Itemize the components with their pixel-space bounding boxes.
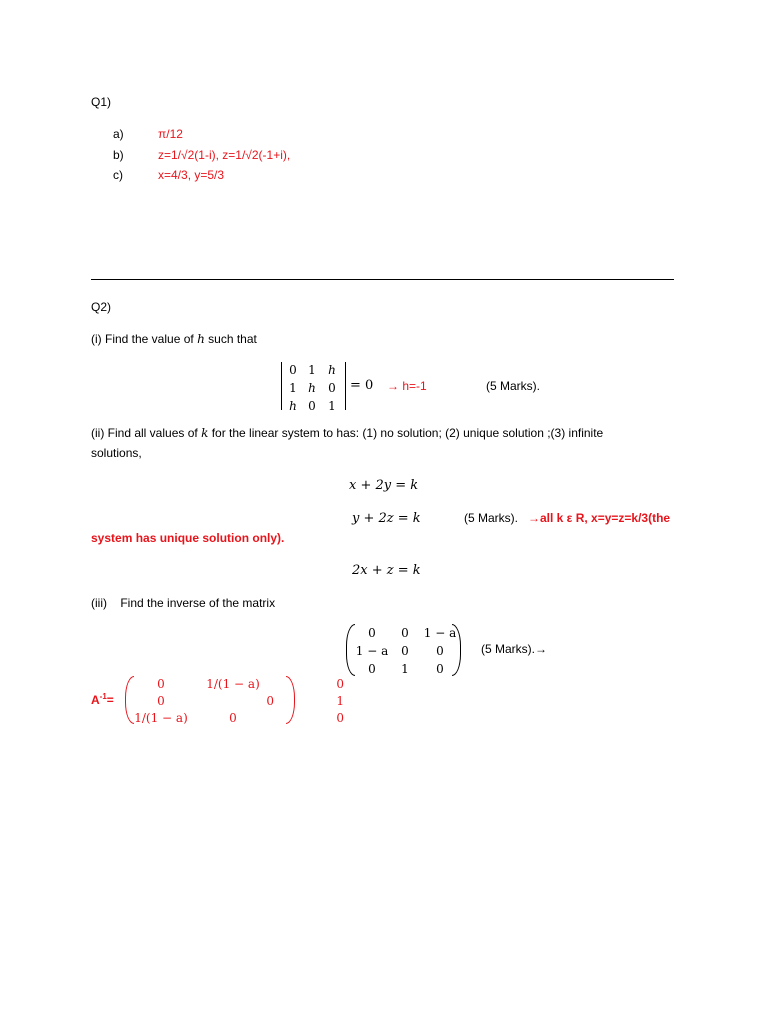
determinant-equals: = 0 — [350, 378, 374, 393]
matrix-cell: 0 — [368, 662, 376, 676]
determinant-left-bar — [281, 362, 282, 410]
matrix-cell: 1 − a — [355, 644, 389, 658]
part-ii-answer-line1: →all k ε R, x=y=z=k/3(the — [528, 511, 671, 525]
matrix-cell: 0 — [436, 662, 444, 676]
det-cell: 0 — [328, 381, 336, 395]
q1-item-b-answer: z=1/√2(1-i), z=1/√2(-1+i), — [158, 148, 291, 162]
det-cell: 1 — [308, 363, 316, 377]
q1-item-c-letter: c) — [113, 168, 123, 182]
matrix-cell: 1 − a — [423, 626, 457, 640]
part-i-prompt: (i) Find the value of h such that — [91, 332, 257, 346]
part-ii-marks: (5 Marks). — [464, 511, 518, 525]
inverse-cell: 0 — [266, 694, 274, 708]
inverse-cell: 1/(1 − a) — [206, 677, 260, 691]
determinant-matrix — [285, 361, 341, 415]
det-cell: h — [328, 363, 336, 377]
inverse-cell: 0 — [336, 677, 344, 691]
det-cell: 1 — [328, 399, 336, 413]
part-i-answer: → h=-1 — [387, 379, 427, 393]
det-cell: h — [308, 381, 316, 395]
inverse-cell: 0 — [229, 711, 237, 725]
equation-1: x + 2y = k — [349, 478, 419, 493]
matrix-cell: 0 — [401, 626, 409, 640]
det-cell: h — [289, 399, 297, 413]
inverse-cell: 0 — [336, 711, 344, 725]
q1-label: Q1) — [91, 95, 112, 109]
q1-item-a-letter: a) — [113, 127, 124, 141]
part-ii-prompt: (ii) Find all values of k for the linear system to has: (1) no solution; (2) unique solution ;(3) infinite — [91, 426, 604, 440]
part-iii-marks: (5 Marks).→ — [481, 642, 547, 656]
matrix-cell: 0 — [368, 626, 376, 640]
q1-item-b-letter: b) — [113, 148, 124, 162]
part-ii-prompt-line2: solutions, — [91, 446, 142, 460]
part-ii-answer-line2: system has unique solution only). — [91, 531, 285, 545]
inverse-matrix — [130, 676, 344, 727]
q1-item-a-answer: π/12 — [158, 127, 183, 141]
q2-label: Q2) — [91, 300, 112, 314]
equation-2: y + 2z = k — [352, 511, 421, 526]
part-iii-prompt: (iii) Find the inverse of the matrix — [91, 596, 276, 610]
determinant-right-bar — [345, 362, 346, 410]
det-cell: 1 — [289, 381, 297, 395]
equation-3: 2x + z = k — [352, 563, 421, 578]
matrix-cell: 1 — [401, 662, 409, 676]
det-cell: 0 — [308, 399, 316, 413]
part-i-marks: (5 Marks). — [486, 379, 540, 393]
det-cell: 0 — [289, 363, 297, 377]
section-divider — [91, 279, 674, 280]
matrix-cell: 0 — [401, 644, 409, 658]
inverse-cell: 1 — [336, 694, 344, 708]
inverse-cell: 1/(1 − a) — [134, 711, 188, 725]
inverse-cell: 0 — [157, 694, 165, 708]
inverse-label: $A^{-1}=$ — [91, 692, 114, 707]
matrix-cell: 0 — [436, 644, 444, 658]
question-matrix — [354, 624, 460, 678]
inverse-cell: 0 — [157, 677, 165, 691]
q1-item-c-answer: x=4/3, y=5/3 — [158, 168, 225, 182]
